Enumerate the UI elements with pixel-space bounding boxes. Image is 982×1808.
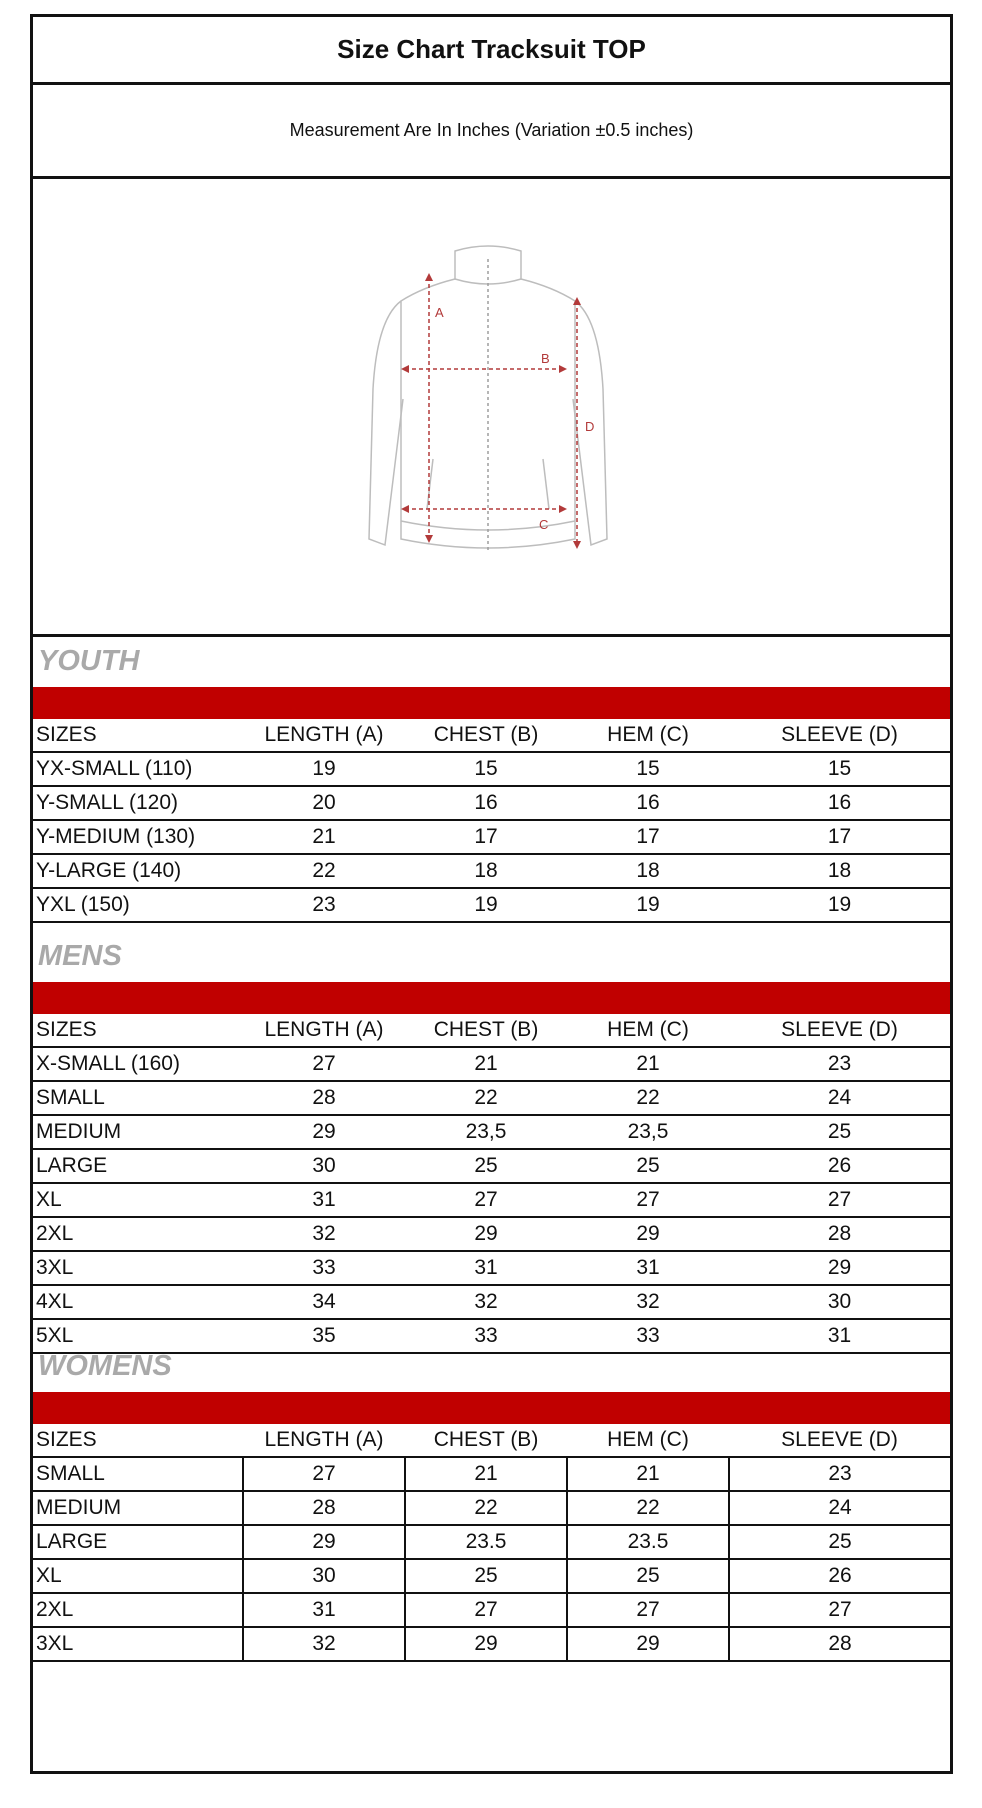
measurement-cell: 31 [405, 1251, 567, 1285]
measurement-cell: 22 [567, 1491, 729, 1525]
measurement-cell: 19 [567, 888, 729, 922]
size-cell: 4XL [33, 1285, 243, 1319]
womens-table [33, 1424, 950, 1662]
size-cell: 2XL [33, 1593, 243, 1627]
table-row [33, 888, 950, 922]
measurement-cell: 26 [729, 1149, 950, 1183]
jacket-illustration [363, 239, 613, 579]
column-header: HEM (C) [567, 719, 729, 752]
womens-label: WOMENS [38, 1350, 172, 1382]
measurement-cell: 30 [243, 1149, 405, 1183]
womens-red-bar [33, 1392, 950, 1424]
table-row [33, 1559, 950, 1593]
table-row [33, 1525, 950, 1559]
measurement-cell: 35 [243, 1319, 405, 1353]
measurement-cell: 18 [729, 854, 950, 888]
measurement-cell: 29 [567, 1627, 729, 1661]
measurement-cell: 34 [243, 1285, 405, 1319]
measurement-cell: 17 [567, 820, 729, 854]
measurement-cell: 16 [567, 786, 729, 820]
column-header: HEM (C) [567, 1014, 729, 1047]
measurement-cell: 25 [405, 1559, 567, 1593]
size-cell: XL [33, 1183, 243, 1217]
measurement-cell: 25 [567, 1559, 729, 1593]
column-header: LENGTH (A) [243, 1014, 405, 1047]
table-row [33, 1047, 950, 1081]
column-header: SLEEVE (D) [729, 1014, 950, 1047]
size-cell: LARGE [33, 1149, 243, 1183]
column-header: LENGTH (A) [243, 719, 405, 752]
measurement-cell: 15 [405, 752, 567, 786]
measurement-cell: 21 [405, 1457, 567, 1491]
label-d: D [585, 419, 595, 434]
measurement-cell: 27 [405, 1593, 567, 1627]
table-row [33, 1285, 950, 1319]
measurement-cell: 25 [567, 1149, 729, 1183]
measurement-cell: 32 [567, 1285, 729, 1319]
measurement-cell: 31 [567, 1251, 729, 1285]
size-cell: LARGE [33, 1525, 243, 1559]
size-cell: X-SMALL (160) [33, 1047, 243, 1081]
table-row [33, 1081, 950, 1115]
table-row [33, 1627, 950, 1661]
measurement-cell: 15 [729, 752, 950, 786]
measurement-cell: 19 [243, 752, 405, 786]
column-header: CHEST (B) [405, 1424, 567, 1457]
column-header: CHEST (B) [405, 1014, 567, 1047]
youth-label: YOUTH [38, 645, 140, 677]
column-header: HEM (C) [567, 1424, 729, 1457]
measurement-cell: 22 [243, 854, 405, 888]
measurement-cell: 30 [729, 1285, 950, 1319]
column-header: SIZES [33, 1014, 243, 1047]
table-row [33, 1149, 950, 1183]
measurement-cell: 23,5 [405, 1115, 567, 1149]
measurement-cell: 18 [567, 854, 729, 888]
table-row [33, 820, 950, 854]
table-row [33, 1491, 950, 1525]
mens-label: MENS [38, 940, 122, 972]
measurement-cell: 21 [567, 1047, 729, 1081]
measurement-cell: 19 [405, 888, 567, 922]
size-cell: 3XL [33, 1627, 243, 1661]
size-cell: YXL (150) [33, 888, 243, 922]
size-cell: MEDIUM [33, 1491, 243, 1525]
measurement-cell: 27 [243, 1047, 405, 1081]
measurement-cell: 27 [567, 1183, 729, 1217]
column-header: SLEEVE (D) [729, 719, 950, 752]
page-title: Size Chart Tracksuit TOP [33, 17, 950, 85]
measurement-cell: 18 [405, 854, 567, 888]
size-cell: 5XL [33, 1319, 243, 1353]
table-row [33, 1251, 950, 1285]
measurement-cell: 16 [729, 786, 950, 820]
measurement-cell: 27 [243, 1457, 405, 1491]
measurement-cell: 23 [729, 1047, 950, 1081]
measurement-cell: 27 [567, 1593, 729, 1627]
column-header: CHEST (B) [405, 719, 567, 752]
size-chart-frame [30, 14, 953, 1774]
table-row [33, 1593, 950, 1627]
size-cell: Y-SMALL (120) [33, 786, 243, 820]
size-cell: SMALL [33, 1081, 243, 1115]
measurement-cell: 21 [567, 1457, 729, 1491]
size-cell: 3XL [33, 1251, 243, 1285]
size-cell: YX-SMALL (110) [33, 752, 243, 786]
table-row [33, 786, 950, 820]
label-c: C [539, 517, 549, 532]
size-cell: 2XL [33, 1217, 243, 1251]
table-row [33, 1183, 950, 1217]
measurement-cell: 27 [405, 1183, 567, 1217]
label-b: B [541, 351, 550, 366]
measurement-note: Measurement Are In Inches (Variation ±0.5 inches) [33, 85, 950, 179]
measurement-cell: 28 [729, 1627, 950, 1661]
table-row [33, 1319, 950, 1353]
table-row [33, 752, 950, 786]
measurement-cell: 23 [729, 1457, 950, 1491]
size-cell: Y-MEDIUM (130) [33, 820, 243, 854]
youth-header-row [33, 719, 950, 752]
measurement-cell: 15 [567, 752, 729, 786]
measurement-cell: 31 [243, 1593, 405, 1627]
measurement-cell: 29 [729, 1251, 950, 1285]
column-header: SIZES [33, 719, 243, 752]
measurement-cell: 21 [405, 1047, 567, 1081]
youth-table [33, 719, 950, 923]
column-header: SLEEVE (D) [729, 1424, 950, 1457]
measurement-cell: 29 [243, 1525, 405, 1559]
measurement-cell: 28 [729, 1217, 950, 1251]
mens-table [33, 1014, 950, 1354]
column-header: SIZES [33, 1424, 243, 1457]
measurement-cell: 19 [729, 888, 950, 922]
measurement-cell: 17 [405, 820, 567, 854]
measurement-cell: 32 [243, 1217, 405, 1251]
measurement-cell: 29 [405, 1627, 567, 1661]
measurement-cell: 22 [405, 1491, 567, 1525]
table-row [33, 1115, 950, 1149]
measurement-cell: 28 [243, 1491, 405, 1525]
measurement-cell: 33 [243, 1251, 405, 1285]
mens-red-bar [33, 982, 950, 1014]
youth-red-bar [33, 687, 950, 719]
measurement-cell: 31 [729, 1319, 950, 1353]
measurement-cell: 23.5 [405, 1525, 567, 1559]
mens-header-row [33, 1014, 950, 1047]
measurement-cell: 27 [729, 1593, 950, 1627]
measurement-cell: 27 [729, 1183, 950, 1217]
measurement-cell: 25 [729, 1115, 950, 1149]
table-row [33, 1457, 950, 1491]
measurement-cell: 20 [243, 786, 405, 820]
measurement-cell: 22 [405, 1081, 567, 1115]
measurement-cell: 31 [243, 1183, 405, 1217]
measurement-cell: 21 [243, 820, 405, 854]
size-cell: MEDIUM [33, 1115, 243, 1149]
measurement-cell: 23.5 [567, 1525, 729, 1559]
measurement-cell: 24 [729, 1081, 950, 1115]
label-a: A [435, 305, 444, 320]
measurement-cell: 25 [729, 1525, 950, 1559]
measurement-cell: 25 [405, 1149, 567, 1183]
measurement-cell: 28 [243, 1081, 405, 1115]
measurement-cell: 24 [729, 1491, 950, 1525]
size-cell: XL [33, 1559, 243, 1593]
size-cell: SMALL [33, 1457, 243, 1491]
measurement-cell: 33 [567, 1319, 729, 1353]
column-header: LENGTH (A) [243, 1424, 405, 1457]
measurement-cell: 23,5 [567, 1115, 729, 1149]
measurement-cell: 16 [405, 786, 567, 820]
measurement-cell: 22 [567, 1081, 729, 1115]
table-row [33, 854, 950, 888]
measurement-cell: 29 [243, 1115, 405, 1149]
measurement-cell: 32 [405, 1285, 567, 1319]
measurement-cell: 26 [729, 1559, 950, 1593]
jacket-diagram [33, 179, 950, 637]
measurement-cell: 30 [243, 1559, 405, 1593]
table-row [33, 1217, 950, 1251]
measurement-cell: 17 [729, 820, 950, 854]
measurement-cell: 33 [405, 1319, 567, 1353]
womens-header-row [33, 1424, 950, 1457]
measurement-cell: 29 [405, 1217, 567, 1251]
measurement-cell: 32 [243, 1627, 405, 1661]
measurement-cell: 29 [567, 1217, 729, 1251]
size-cell: Y-LARGE (140) [33, 854, 243, 888]
measurement-cell: 23 [243, 888, 405, 922]
